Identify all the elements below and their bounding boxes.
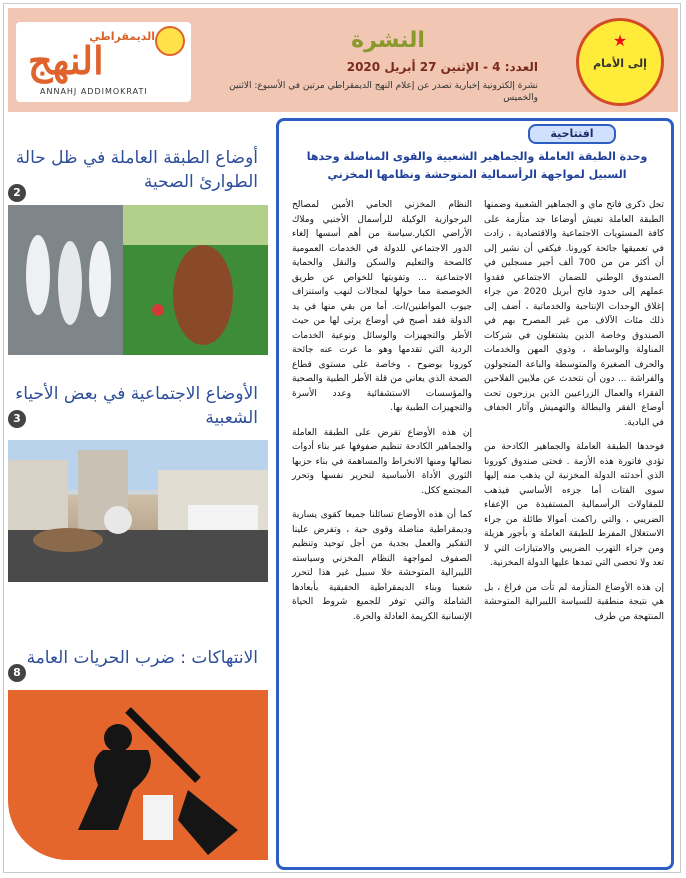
masthead [8,8,678,112]
police-silhouette-illustration [8,690,268,860]
page-number-badge: 8 [8,664,26,682]
logo-top-text: الديمقراطي [89,30,155,43]
paragraph: إن هذه الأوضاع المتأزمة لم تأت من فراغ ، بل هي نتيجة منطقية للسياسة الليبرالية المتوحشة المنتهجة من طرف [484,582,664,622]
paragraph: كما أن هذه الأوضاع تسائلنا جميعا كقوى يسارية وديمقراطية مناضلة وقوى حية ، وتفرض علينا التفكير والعمل بجدية من أجل توحيد وتنظيم الصفوف لمواجهة النظام المخزني وسياسته الليبرالية المتوحشة خلا سبيل غير هذا لتحرر شعبنا وبناء الديمقراطية الحقيقية بأبعادها الشاملة والتي توفر للجميع شروط الحياة الإنسانية الكريمة العادلة والحرة. [292,510,472,622]
paragraph: فوحدها الطبقة العاملة والجماهير الكادحة من تؤدي فاتورة هذه الأزمة . فحتى صندوق كورونا الذي أحدثته الدولة المخزنية لن يذهب منه إليها سوى الفتات أما جزءه الأساسي فيذهب للمقاولات الرأسمالية المستفيدة من الإعفاء الضريبي ، والتي راكمت أموالا طائلة من جراء الاستغلال المفرط للطبقة العاملة و بأجور هزيلة ومن جراء التهرب الضريبي والامتيازات التي لا تعد ولا تحصى التي تمدها عليها الدولة المخزنية. [484,442,664,568]
party-badge [576,18,664,106]
star-icon: ★ [612,31,628,50]
photo-workers-illustration [8,205,268,355]
paragraph: تحل ذكرى فاتح ماي و الجماهير الشعبية وضمنها الطبقة العاملة تعيش أوضاعا جد متأزمة على كافة المستويات الاجتماعية والاقتصادية ، زادت في تعميقها جائحة كورونا. فيكفي أن نشير إلى أن أكثر من من 700 ألف أجير مسجلين في الصندوق الوطني للضمان الاجتماعي فقدوا عملهم إلى حدود فاتح أبريل 2020 من جراء إغلاق الوحدات الإنتاجية والخدماتية ، أضف إلى ذلك مئات الآلاف من غير المصرح بهم في الصندوق وخاصة الذين يشتغلون في شركات المناولة والوساطة ، وذوي المهن والخدمات والحرف الصغيرة والمتوسطة والباعة المتجولون والفراشة ... دون أن نتحدث عن ملايين الفلاحين الفقراء والعمال الزراعيين الذين يرزحون تحت أوضاع الفقر والبطالة والتهميش وآثار الجفاف في البادية. [484,200,664,428]
column-left [292,198,472,634]
paragraph: النظام المخزني الحامي الأمين لمصالح البرجوازية الوكيلة للرأسمال الأجنبي وملاك الأراضي الكبار.سياسة من أهم أسسها إلغاء الدور الاجتماعي للدولة في الخدمات العمومية كالصحة والتعليم والسكن والنقل والحماية الاجتماعية ... وتفويتها للخواص عن طريق الخوصصة مما حولها لمجالات لنهب واستنزاف جيوب المواطنين/ات. أما من بقي منها في يد الدولة فقد أصبح في أوضاع يرثى لها من حيث الأطر والتجهيزات والوسائل ونوعية الخدمات الردية التي تقدمها وهو ما عرت عنه جائحة كورونا بوضوح ، وخاصة على مستوى قطاع الصحة الذي يعاني من قلة الأطر الطبية والصحية والمؤسسات الاستشفائية وعدد الأسرة والتجهيزات الطبية بها. [292,200,472,413]
editorial-title: وحدة الطبقة العاملة والجماهير الشعبية والقوى المناضلة وحدها السبيل لمواجهة الرأسمالية المتوحشة ونظامها المخزني [306,150,648,181]
column-right [484,198,664,634]
issue-line: العدد: 4 - الإثنين 27 أبريل 2020 [346,60,538,74]
sidebar-title-3[interactable]: الانتهاكات : ضرب الحريات العامة [26,648,258,668]
logo-emblem-icon [155,26,185,56]
page-number-badge: 3 [8,410,26,428]
newsletter-title: النشرة [351,28,425,53]
photo-neighborhood [8,440,268,582]
logo-main-text: النهج [28,38,104,83]
sidebar-title-2[interactable]: الأوضاع الاجتماعية في بعض الأحياء الشعبية [15,384,258,428]
photo-repression [8,690,268,860]
logo [16,22,191,102]
paragraph: إن هذه الأوضاع تفرض على الطبقة العاملة والجماهير الكادحة تنظيم صفوفها عبر بناء أدوات نضالها ومنها الانخراط والمساهمة في بناء حزبها الثوري الأداة الأساسية لتحرير نفسها وتحرر المجتمع ككل. [292,427,472,496]
badge-text: إلى الأمام [593,57,647,70]
photo-workers [8,205,268,355]
tagline: نشرة إلكترونية إخبارية تصدر عن إعلام النهج الديمقراطي مرتين في الأسبوع: الاثنين والخميس [229,81,538,103]
logo-sub-text: ANNAHJ ADDIMOKRATI [40,87,148,96]
sidebar-title-1[interactable]: أوضاع الطبقة العاملة في ظل حالة الطوارئ الصحية [15,148,258,192]
page-number-badge: 2 [8,184,26,202]
photo-neighborhood-illustration [8,440,268,582]
editorial-tag: افتتاحية [528,124,616,144]
